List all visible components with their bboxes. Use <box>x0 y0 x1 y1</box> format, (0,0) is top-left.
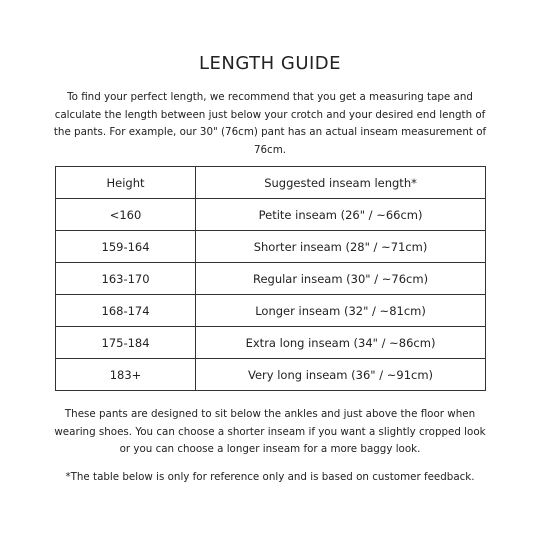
inseam-cell: Very long inseam (36" / ~91cm) <box>196 359 486 391</box>
height-cell: 168-174 <box>56 295 196 327</box>
table-row <box>56 359 486 391</box>
height-cell: <160 <box>56 199 196 231</box>
table-row <box>56 199 486 231</box>
intro-paragraph: To find your perfect length, we recommend that you get a measuring tape and calculate the length between just below your crotch and your desired end length of the pants. For example, our 30" (76cm) pant has an actual inseam measurement of 76cm. <box>53 91 487 156</box>
header-inseam: Suggested inseam length* <box>196 167 486 199</box>
header-height: Height <box>56 167 196 199</box>
size-table <box>55 166 486 391</box>
table-row <box>56 263 486 295</box>
inseam-cell: Shorter inseam (28" / ~71cm) <box>196 231 486 263</box>
table-header-row <box>56 167 486 199</box>
inseam-cell: Longer inseam (32" / ~81cm) <box>196 295 486 327</box>
table-row <box>56 231 486 263</box>
table-row <box>56 327 486 359</box>
inseam-cell: Regular inseam (30" / ~76cm) <box>196 263 486 295</box>
page-title: LENGTH GUIDE <box>198 53 342 74</box>
table-row <box>56 295 486 327</box>
height-cell: 175-184 <box>56 327 196 359</box>
notes-paragraph: These pants are designed to sit below the ankles and just above the floor when wearing shoes. You can choose a shorter inseam if you want a slightly cropped look or you can choose a longer inseam for a more baggy look. <box>54 408 486 455</box>
inseam-cell: Extra long inseam (34" / ~86cm) <box>196 327 486 359</box>
height-cell: 163-170 <box>56 263 196 295</box>
footnote: *The table below is only for reference only and is based on customer feedback. <box>65 471 475 483</box>
height-cell: 159-164 <box>56 231 196 263</box>
inseam-cell: Petite inseam (26" / ~66cm) <box>196 199 486 231</box>
height-cell: 183+ <box>56 359 196 391</box>
